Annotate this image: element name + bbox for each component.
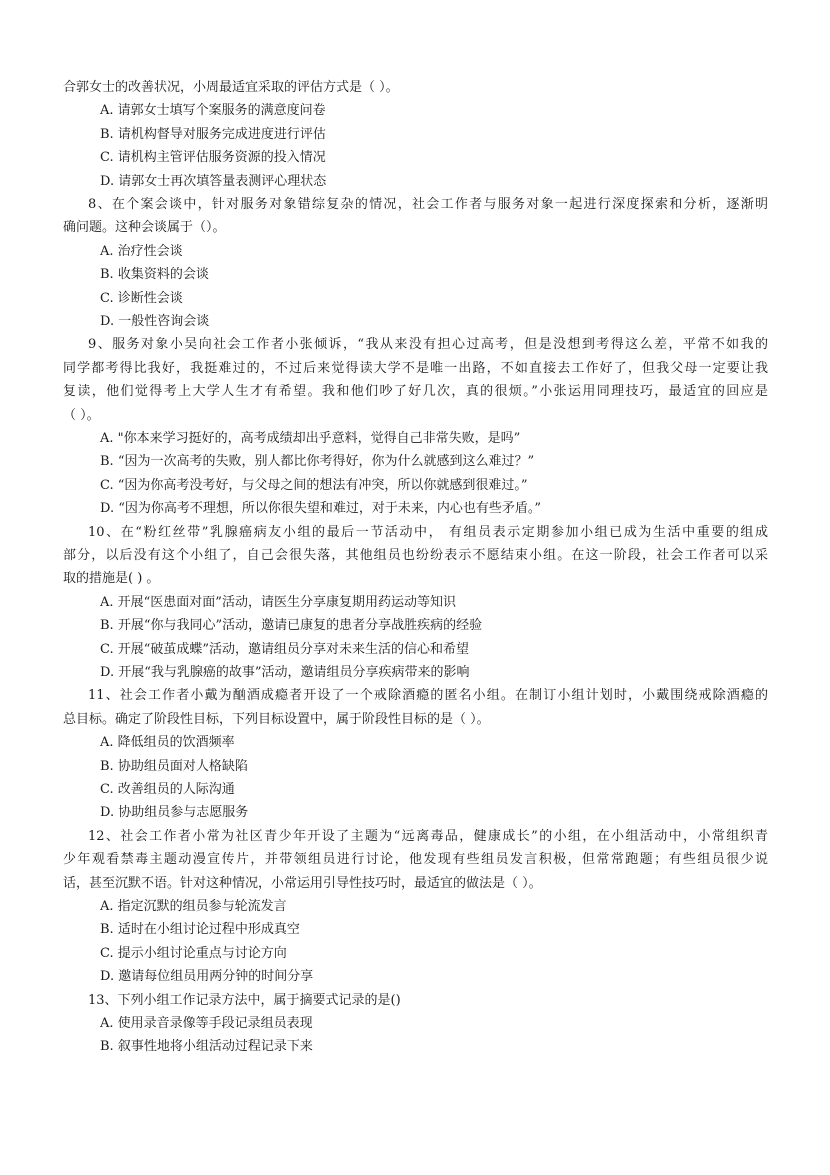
question-text-line: 取的措施是( ) 。 [63,571,160,587]
answer-option: A. 治疗性会谈 [100,243,183,259]
question-text-line: 10、在“粉红丝带”乳腺癌病友小组的最后一节活动中， 有组员表示定期参加小组已成为生活中重要的组成 [88,524,768,540]
answer-option: A. 指定沉默的组员参与轮流发言 [100,899,287,914]
question-text-line: 8、在个案会谈中，针对服务对象错综复杂的情况，社会工作者与服务对象一起进行深度探索和分析，逐渐明 [88,197,768,212]
answer-option: A. 开展“医患面对面”活动，请医生分享康复期用药运动等知识 [100,594,456,610]
question-text-line: 少年观看禁毒主题动漫宣传片，并带领组员进行讨论，他发现有些组员发言积极，但常常跑题；有些组员很少说 [63,852,768,868]
question-text-line: 同学都考得比我好，我挺难过的，不过后来觉得读大学不是唯一出路，不如直接去工作好了，但我父母一定要让我 [63,360,768,376]
answer-option: C. “因为你高考没考好，与父母之间的想法有冲突，所以你就感到很难过。” [100,477,528,493]
answer-option: D. 请郭女士再次填答量表测评心理状态 [100,173,327,189]
answer-option: A. 降低组员的饮酒频率 [100,735,235,751]
answer-option: C. 改善组员的人际沟通 [100,782,235,797]
answer-option: D. 协助组员参与志愿服务 [100,805,249,821]
answer-option: D. “因为你高考不理想，所以你很失望和难过，对于未来，内心也有些矛盾。” [100,501,542,517]
answer-option: C. 提示小组讨论重点与讨论方向 [100,945,287,961]
question-text-line: 话，甚至沉默不语。针对这种情况，小常运用引导性技巧时，最适宜的做法是（ ）。 [63,875,542,891]
question-text-line: 复读，他们觉得考上大学人生才有希望。我和他们吵了好几次，真的很烦。”小张运用同理技巧，最适宜的回应是 [63,384,768,400]
question-text-line: 确问题。这种会谈属于（）。 [63,220,226,236]
answer-option: B. 收集资料的会谈 [100,267,209,283]
question-text-line: 总目标。确定了阶段性目标，下列目标设置中，属于阶段性目标的是（ ）。 [63,711,490,727]
answer-option: B. 适时在小组讨论过程中形成真空 [100,922,300,938]
answer-option: B. “因为一次高考的失败，别人都比你考得好，你为什么就感到这么难过？” [100,454,535,470]
question-text-line: 9、服务对象小吴向社会工作者小张倾诉，“我从来没有担心过高考，但是没想到考得这么差，平常不如我的 [88,337,768,353]
question-text-line: 合郭女士的改善状况，小周最适宜采取的评估方式是（ ）。 [63,80,399,95]
answer-option: A. "你本来学习挺好的，高考成绩却出乎意料，觉得自己非常失败，是吗” [100,431,521,446]
question-text-line: 12、社会工作者小常为社区青少年开设了主题为“远离毒品，健康成长”的小组，在小组活动中，小常组织青 [88,828,768,844]
answer-option: A. 使用录音录像等手段记录组员表现 [100,1016,313,1031]
answer-option: D. 邀请每位组员用两分钟的时间分享 [100,969,314,985]
answer-option: B. 请机构督导对服务完成进度进行评估 [100,126,326,142]
question-text-line: 13、下列小组工作记录方法中，属于摘要式记录的是() [88,992,401,1008]
answer-option: D. 开展“我与乳腺癌的故事”活动，邀请组员分享疾病带来的影响 [100,665,470,680]
answer-option: C. 开展“破茧成蝶”活动，邀请组员分享对未来生活的信心和希望 [100,641,470,657]
answer-option: B. 开展“你与我同心”活动，邀请已康复的患者分享战胜疾病的经验 [100,618,483,634]
answer-option: C. 诊断性会谈 [100,290,183,306]
question-text-line: 部分，以后没有这个小组了，自己会很失落，其他组员也纷纷表示不愿结束小组。在这一阶段，社会工作者可以采 [63,548,768,563]
answer-option: B. 叙事性地将小组活动过程记录下来 [100,1039,313,1055]
answer-option: B. 协助组员面对人格缺陷 [100,758,248,774]
answer-option: C. 请机构主管评估服务资源的投入情况 [100,150,326,166]
answer-option: A. 请郭女士填写个案服务的满意度问卷 [100,103,326,119]
question-text-line: 11、社会工作者小戴为酗酒成瘾者开设了一个戒除酒瘾的匿名小组。在制订小组计划时，小戴围绕戒除酒瘾的 [88,688,768,704]
question-text-line: （ ）。 [63,407,100,423]
answer-option: D. 一般性咨询会谈 [100,314,210,329]
